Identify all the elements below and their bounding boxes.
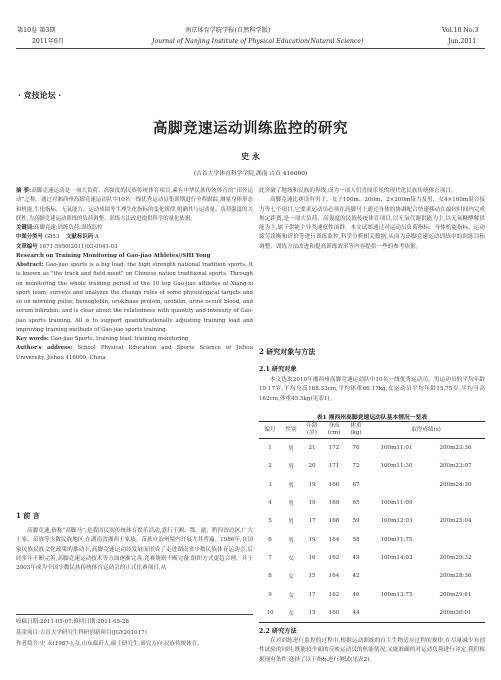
section-2-2-body: [259, 637, 485, 665]
section-1-body: [16, 527, 253, 573]
section-2-2-paragraph: 在对训练进行监控的过程中,根据运动训练的自主生物适应过程的规律,在尽量减少有创性试验的同时,既能较全面的反映运动员的机能情况,又能准确的对运动负荷进行评定,我们根据现有条件,选择了以下指标进行测试(见表2)。: [259, 638, 485, 663]
table-cell: 男: [288, 464, 294, 471]
table-row: [259, 512, 485, 530]
table-cell: 8: [268, 573, 272, 580]
table-cell: 67: [352, 481, 360, 488]
table-1-caption: 表1 湘西州高脚竞速运动队基本情况一览表: [316, 415, 428, 421]
author-affiliation: (吉首大学体育科学学院,湖南 吉首 416000): [193, 171, 308, 177]
table-header-cell: 取得成绩(s): [367, 422, 485, 439]
table-cell: 9: [268, 591, 272, 598]
table-cell: 100m11:75: [380, 536, 413, 543]
section-2-1-body: [259, 376, 485, 404]
table-cell: 15: [308, 573, 316, 580]
right-column-intro: [259, 187, 485, 252]
table-header-cell: 身高 (cm): [323, 422, 345, 439]
section-1-heading: 1 前 言: [16, 511, 40, 520]
table-cell: 100m12:03: [380, 518, 413, 525]
table-row: [259, 549, 485, 567]
header-date-en: Jun.2011: [448, 38, 477, 45]
table-cell: 2: [268, 463, 272, 470]
table-cell: 166: [328, 481, 340, 488]
abstract-en-label: Abstract:: [16, 262, 44, 268]
table-cell: 100m13:75: [380, 591, 413, 598]
abstract-cn: [16, 187, 253, 224]
table-cell: 男: [288, 482, 294, 489]
abstract-cn-text: 高脚竞速运动是一项大负荷、高强度的民族传统体育项目,素有中华民族传统体育的“田径运动”之称。通过对湘西州高脚竞速运动队中10名一线优秀运动员集训期进行全程跟踪,测量身体形态和机能,生化指标、无氧能力、运动成绩等生理生化指标的变化规律,明确其与运动量、负荷强度的关联性,为高脚竞速运动训练的负荷调整、训练方法改进提供科学的量化依据。: [16, 188, 253, 222]
keywords-en-text: Gao-jiao Sports, training load, training monitoring: [50, 336, 189, 342]
table-cell: [426, 494, 485, 512]
table-cell: 171: [328, 463, 340, 470]
table-cell: 19: [308, 536, 316, 543]
table-cell: 男: [288, 519, 294, 526]
table-cell: 100m11:30: [380, 463, 413, 470]
table-cell: 6: [268, 536, 272, 543]
intro-paragraph-2: 高脚竞速比赛设有男子、女子100m、200m、2×200m接力及男、女4×100m混合接力等七个项目,它要求运动员必须在高脚马上通过身体的协调配合快速移动在最短时间内完成规定距离,是一项大负荷、高强度的民族传统体育项目,以无氧代谢供能为主,以无氧糖酵解供能为主,属于供能主导类速度性项群。本文试图通过对运动员负荷指标、身体机能指标、运动疲劳诊断和评价等进行训练监控,科学分析相关数据,从而为高脚竞速运动训练中的训练目标调整、训练方法改进和提高训练效率等内容提供一些的参考依据。: [259, 197, 485, 250]
header-rule: [16, 48, 485, 49]
table-cell: 100m14:03: [380, 554, 413, 561]
abstract-en: [16, 261, 253, 335]
table-cell: 100m11:01: [380, 445, 413, 452]
intro-continuation: 此突破了地域和民族的界线,成为一项人们喜闻乐见的现代化民族传统体育项目。: [259, 188, 457, 194]
table-cell: 16: [308, 554, 316, 561]
clc-value: G853: [44, 234, 60, 241]
address-en-label: Author's address:: [16, 345, 73, 352]
table-cell: 1: [268, 445, 272, 452]
section-2-1-paragraph: 本文选取2010年湘西州高脚竞速运动队中10名一线优秀运动员。男运动员的平均年龄19.17岁,平均身高168.33cm,平均体重66.17kg,女运动员平均年龄15.75岁,平均身高162cm,体重45.5kg(见表1)。: [259, 377, 485, 402]
footnote-received: 收稿日期:2011-05-07;修回日期:2011-05-28: [16, 619, 129, 625]
title-en: Research on Training Monitoring of Gao-jiao Athletes//SHI Yong: [16, 252, 211, 259]
header-journal-en: Journal of Nanjing Institute of Physical Education(Natural Science): [152, 38, 364, 45]
author-name: 史 永: [241, 151, 260, 161]
abstract-block: [16, 187, 253, 363]
table-row: [259, 604, 485, 623]
table-cell: 200m24:30: [439, 481, 472, 488]
table-cell: 76: [352, 445, 360, 452]
table-row: [259, 494, 485, 512]
table-cell: 200m25:04: [439, 518, 472, 525]
table-header-row: [259, 422, 485, 439]
table-cell: 100m11:09: [380, 500, 413, 507]
table-cell: 164: [328, 573, 340, 580]
table-cell: 女: [288, 574, 294, 581]
article-no-label: 文章编号: [16, 243, 38, 250]
table-cell: 172: [328, 445, 340, 452]
table-cell: 72: [352, 463, 360, 470]
header-vol-issue-en: Vol.10 No.3: [442, 27, 479, 34]
table-cell: 59: [352, 518, 360, 525]
table-cell: 21: [308, 445, 316, 452]
table-cell: 男: [288, 446, 294, 453]
table-1-body: [259, 439, 485, 623]
footnote-rule: [16, 614, 253, 615]
section-2-1-heading: 2.1 研究对象: [259, 366, 297, 373]
table-cell: 女: [281, 604, 301, 623]
table-cell: 160: [323, 604, 345, 623]
table-cell: 4: [268, 500, 272, 507]
table-cell: 男: [288, 537, 294, 544]
table-cell: 19: [308, 481, 316, 488]
footnote-block: [16, 617, 253, 650]
article-number-line: [16, 243, 253, 252]
article-no-value: 1671-5950(2011)03-0041-03: [39, 243, 118, 250]
doc-code-label: 文献标识码: [66, 234, 94, 241]
clc-label: 中图分类号: [16, 234, 43, 241]
table-cell: 女: [288, 555, 294, 562]
keywords-cn-label: 关键词:: [16, 225, 35, 231]
footnote-author: 作者简介:史 永(1987-),女,山东临沂人,硕士研究生,研究方向:民族传统体育。: [16, 641, 203, 647]
table-cell: 5: [268, 518, 272, 525]
table-cell: 17: [308, 518, 316, 525]
table-cell: 44: [345, 604, 367, 623]
table-cell: 200m23:07: [439, 463, 472, 470]
keywords-en: [16, 335, 253, 344]
table-cell: 3: [268, 481, 272, 488]
header-journal-cn: 南京体育学院学报(自然科学版): [185, 27, 271, 34]
table-row: [259, 530, 485, 548]
table-row: [259, 476, 485, 494]
keywords-cn-text: 高脚竞速;训练负荷;训练监控: [34, 225, 103, 231]
section-tag: · 竞技论坛 ·: [18, 90, 62, 100]
table-cell: 15: [301, 604, 323, 623]
classification-line: [16, 233, 253, 242]
table-cell: 168: [328, 518, 340, 525]
table-cell: 女: [288, 592, 294, 599]
address-en-text: School Physical Education and Sports Science of Jishou University, Jishou 416000, China: [16, 345, 254, 361]
table-cell: 42: [352, 573, 360, 580]
article-title: 高脚竞速运动训练监控的研究: [153, 120, 348, 137]
table-cell: [367, 567, 426, 585]
table-cell: 19: [308, 500, 316, 507]
header-vol-issue-cn: 第10卷 第3期: [17, 27, 56, 34]
table-cell: 17: [308, 591, 316, 598]
keywords-en-label: Key words:: [16, 336, 49, 342]
table-1: [259, 421, 485, 623]
table-cell: 58: [352, 536, 360, 543]
table-cell: 46: [352, 591, 360, 598]
table-cell: 7: [268, 554, 272, 561]
table-cell: 200m29:61: [439, 591, 472, 598]
table-header-cell: 年龄 (岁): [301, 422, 323, 439]
table-row: [259, 567, 485, 585]
table-cell: [426, 530, 485, 548]
table-cell: 200m30:01: [426, 604, 485, 623]
table-cell: [367, 476, 426, 494]
section-1-paragraph: 高脚竞速,俗称“高脚马”,是我国民间传统体育娱乐活动,盛行于湘、鄂、渝、黔四省边区,广大土家、苗族等少数民族地区,在湖南省湘西土家族、苗族自治州境内开展尤其普遍。1986年,在国家民族民族文化政策的推动下,高脚竞速运动经发展而形成了走进湖南省少数民族体育运动会,后经多年不断完善,高脚竞速运动技术等方面逐渐完善,竞赛规则不断完备,组织方式更趋合理。并于2003年成为全国少数民族传统体育运动会的正式比赛项目,从: [16, 528, 253, 572]
table-cell: 10: [259, 604, 281, 623]
abstract-cn-label: 摘 要:: [16, 188, 32, 194]
section-2-2-heading: 2.2 研究方法: [259, 628, 297, 635]
table-cell: [367, 604, 426, 623]
keywords-cn: [16, 224, 253, 233]
table-cell: 162: [328, 554, 340, 561]
table-row: [259, 457, 485, 475]
table-cell: 男: [288, 501, 294, 508]
table-row: [259, 585, 485, 603]
table-header-cell: 编号: [259, 422, 281, 439]
table-cell: 200m28:36: [439, 573, 472, 580]
doc-code-value: A: [94, 234, 99, 241]
table-cell: 200m23:36: [439, 445, 472, 452]
table-cell: 200m29:32: [439, 554, 472, 561]
table-header-cell: 体重 (kg): [345, 422, 367, 439]
table-cell: 162: [328, 591, 340, 598]
table-cell: 20: [308, 463, 316, 470]
table-cell: 169: [328, 500, 340, 507]
table-cell: 49: [352, 554, 360, 561]
table-header-cell: 性别: [281, 422, 301, 439]
address-en: [16, 344, 253, 363]
footnote-fund: 基金项目:吉首大学研究生科研创新项目(JGY201017): [16, 630, 147, 636]
table-cell: 164: [328, 536, 340, 543]
table-cell: 65: [352, 500, 360, 507]
table-row: [259, 439, 485, 458]
section-2-heading: 2 研究对象与方法: [259, 347, 316, 356]
abstract-en-text: Gao-jiao sports is a big load, the high strength national tradition sports. It is known as "the track and field meet" on Chinese nation traditional sports. Through on monitoring the whole training period of the 10 top Gao-jiao athletes of Xiang-xi sport team, surveys and analyzes the change rules of some physiological targets and so on morning pulse, hemoglobin, urokinase protein, urobilin, urine occult blood, and serum bilirubin; and is clear about the relatedness with quantity and intensity of Gao-jiao sports training. All is to support quantificationally adjusting training load and improving training methods of Gao-jiao sports training.: [16, 262, 253, 333]
header-date-cn: 2011年6月: [32, 38, 65, 45]
